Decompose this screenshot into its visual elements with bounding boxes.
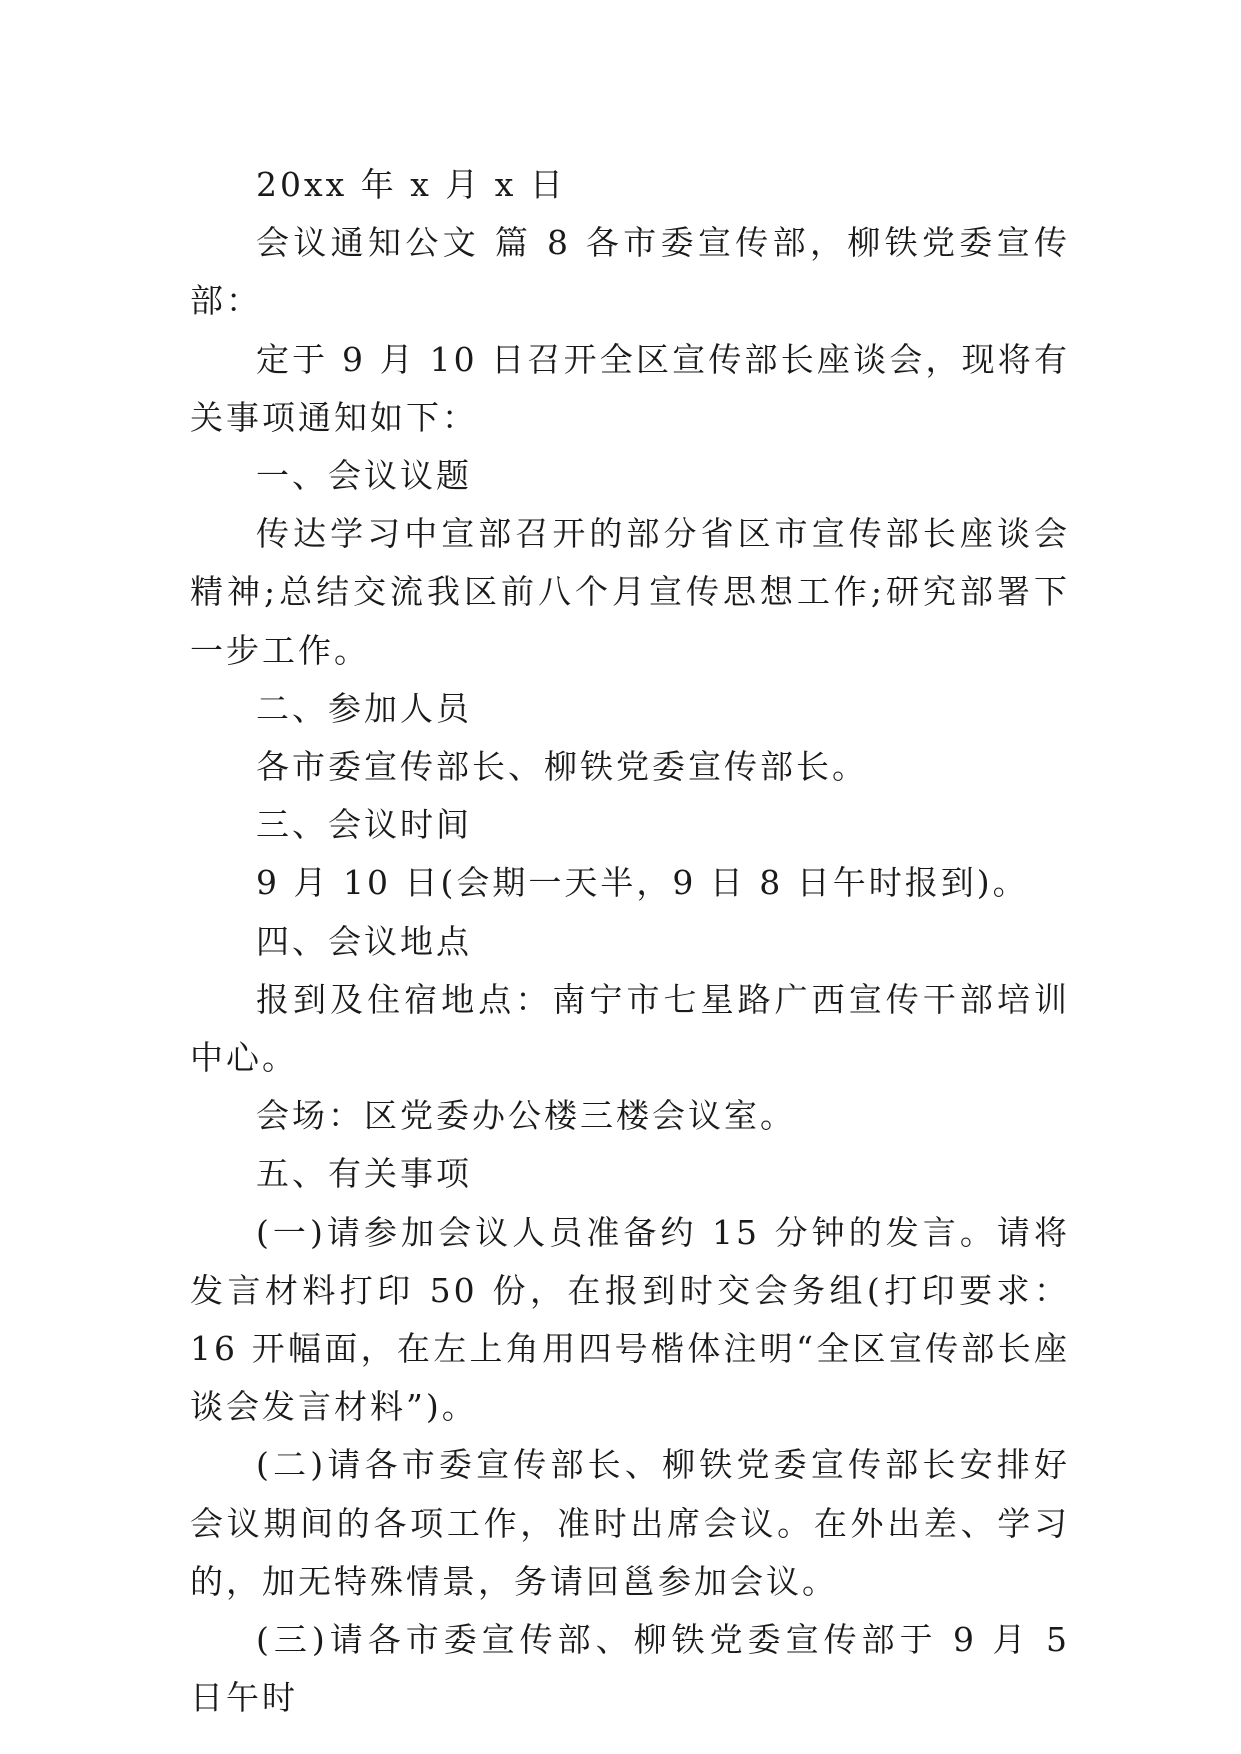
date-line: 20xx 年 x 月 x 日 — [256, 165, 566, 204]
lodging-paragraph: 报到及住宿地点：南宁市七星路广西宣传干部培训中心。 — [190, 979, 1070, 1078]
time-paragraph: 9 月 10 日(会期一天半，9 日 8 日午时报到)。 — [256, 863, 1029, 903]
topics-paragraph: 传达学习中宣部召开的部分省区市宣传部长座谈会精神;总结交流我区前八个月宣传思想工作;研究部署下一步工作。 — [190, 514, 1070, 670]
notice-heading: 会议通知公文 篇 8 各市委宣传部，柳铁党委宣传部： — [190, 223, 1070, 321]
section-heading-topics: 一、会议议题 — [256, 456, 472, 496]
document-body — [190, 156, 1070, 1727]
venue-paragraph: 会场：区党委办公楼三楼会议室。 — [256, 1096, 796, 1136]
section-heading-location: 四、会议地点 — [256, 921, 472, 961]
matter-item-2: (二)请各市委宣传部长、柳铁党委宣传部长安排好会议期间的各项工作，准时出席会议。在外出差、学习的，加无特殊情景，务请回邕参加会议。 — [190, 1445, 1070, 1601]
matter-item-1: (一)请参加会议人员准备约 15 分钟的发言。请将发言材料打印 50 份，在报到时交会务组(打印要求：16 开幅面，在左上角用四号楷体注明“全区宣传部长座谈会发言材料”)。 — [190, 1212, 1070, 1427]
matter-item-3: (三)请各市委宣传部、柳铁党委宣传部于 9 月 5 日午时 — [190, 1620, 1070, 1718]
section-heading-time: 三、会议时间 — [256, 805, 472, 845]
intro-paragraph: 定于 9 月 10 日召开全区宣传部长座谈会，现将有关事项通知如下： — [190, 339, 1070, 437]
section-heading-attendees: 二、参加人员 — [256, 688, 472, 728]
attendees-paragraph: 各市委宣传部长、柳铁党委宣传部长。 — [256, 747, 868, 787]
section-heading-matters: 五、有关事项 — [256, 1154, 472, 1194]
